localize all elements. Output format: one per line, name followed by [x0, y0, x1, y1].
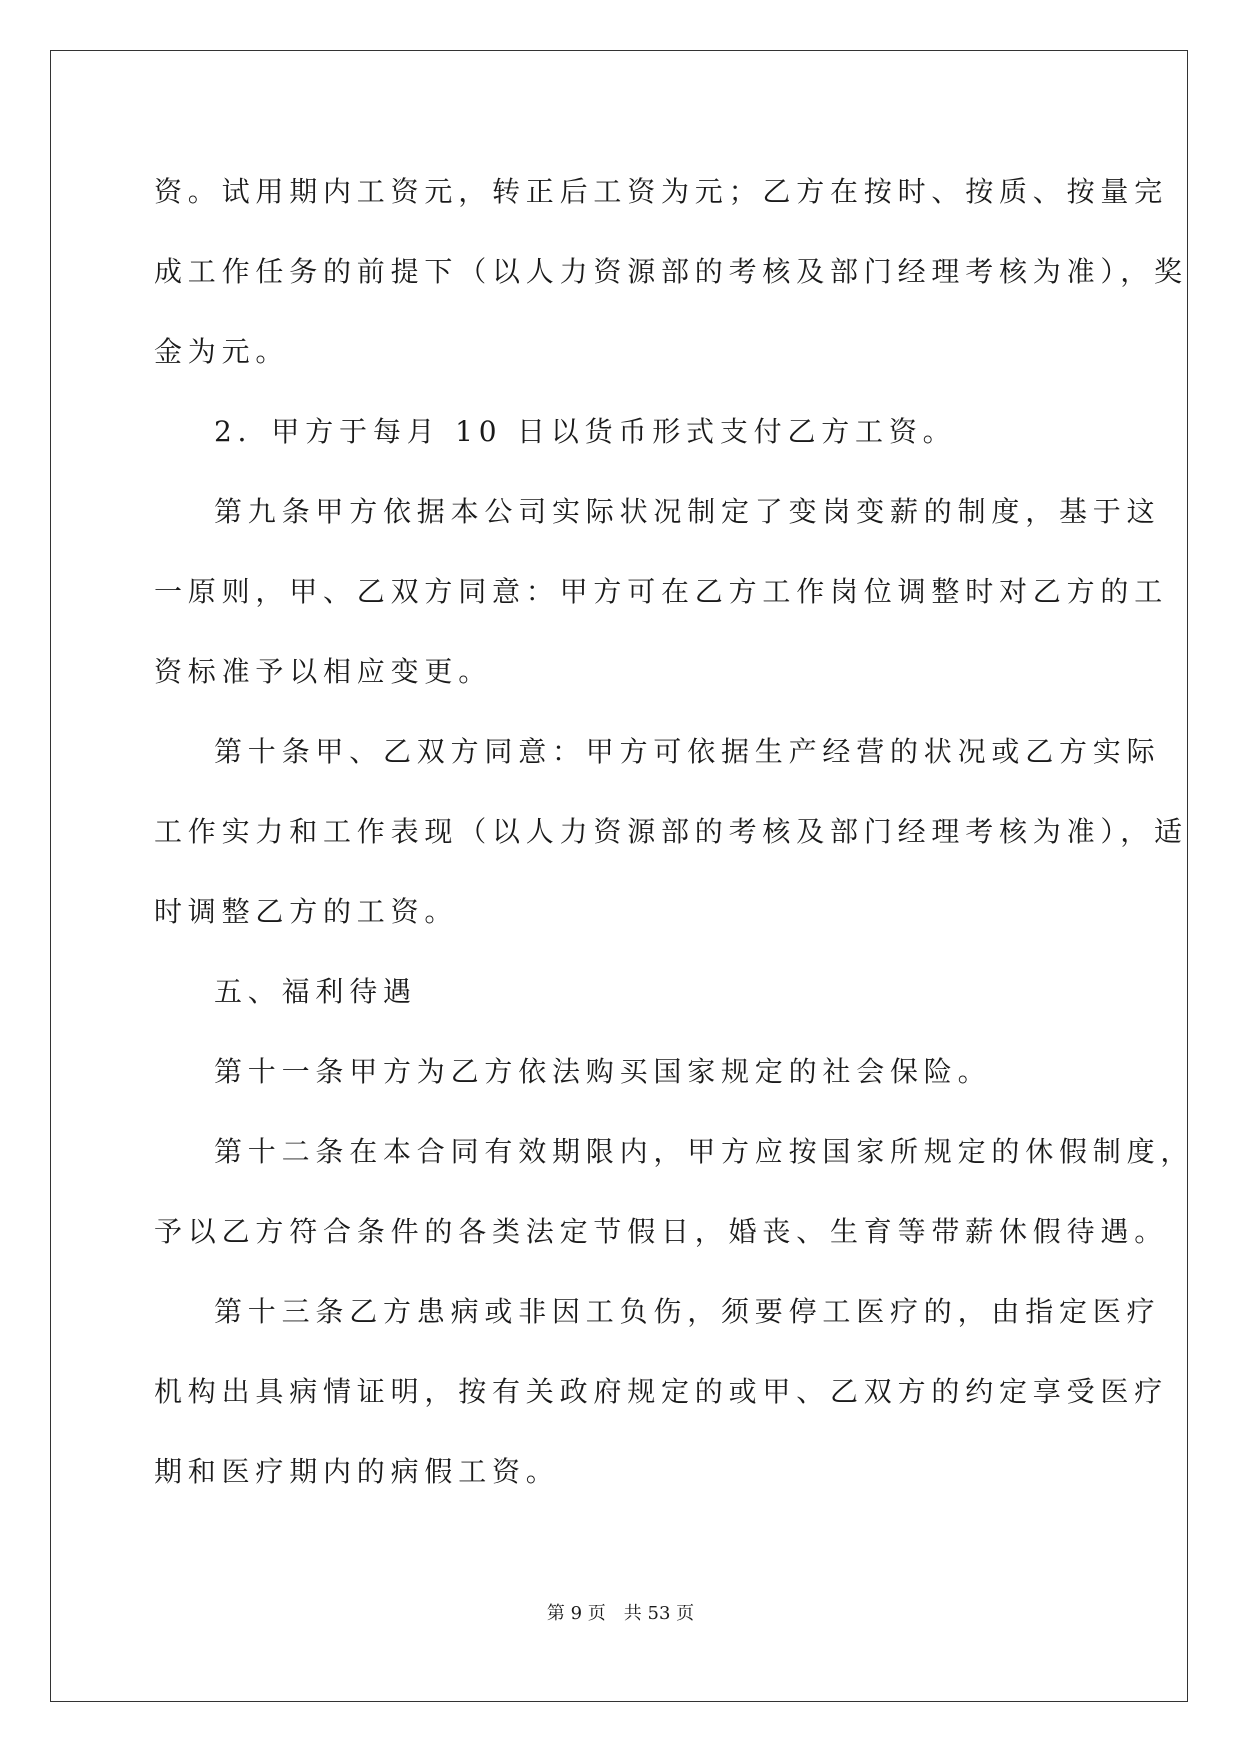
- text-line: 时调整乙方的工资。: [154, 895, 459, 928]
- paragraph-first-line: 第九条甲方依据本公司实际状况制定了变岗变薪的制度，基于这: [214, 495, 1161, 528]
- section-heading: 五、福利待遇: [214, 975, 417, 1008]
- paragraph-first-line: 第十条甲、乙双方同意：甲方可依据生产经营的状况或乙方实际: [214, 735, 1161, 768]
- paragraph-first-line: 2．甲方于每月 10 日以货币形式支付乙方工资。: [214, 415, 957, 448]
- paragraph-first-line: 第十二条在本合同有效期限内，甲方应按国家所规定的休假制度，: [214, 1135, 1195, 1168]
- text-line: 一原则，甲、乙双方同意：甲方可在乙方工作岗位调整时对乙方的工: [154, 575, 1169, 608]
- paragraph-first-line: 第十三条乙方患病或非因工负伤，须要停工医疗的，由指定医疗: [214, 1295, 1161, 1328]
- text-line: 资。试用期内工资元，转正后工资为元；乙方在按时、按质、按量完: [154, 175, 1169, 208]
- paragraph-first-line: 第十一条甲方为乙方依法购买国家规定的社会保险。: [214, 1055, 992, 1088]
- text-line: 机构出具病情证明，按有关政府规定的或甲、乙双方的约定享受医疗: [154, 1375, 1169, 1408]
- page-footer: [0, 1602, 1241, 1626]
- text-line: 金为元。: [154, 335, 290, 368]
- text-line: 工作实力和工作表现（以人力资源部的考核及部门经理考核为准），适: [154, 815, 1188, 848]
- text-line: 资标准予以相应变更。: [154, 655, 493, 688]
- text-line: 成工作任务的前提下（以人力资源部的考核及部门经理考核为准），奖: [154, 255, 1188, 288]
- text-line: 期和医疗期内的病假工资。: [154, 1455, 560, 1488]
- text-line: 予以乙方符合条件的各类法定节假日，婚丧、生育等带薪休假待遇。: [154, 1215, 1169, 1248]
- page-number-label: 第 9 页 共 53 页: [546, 1603, 695, 1624]
